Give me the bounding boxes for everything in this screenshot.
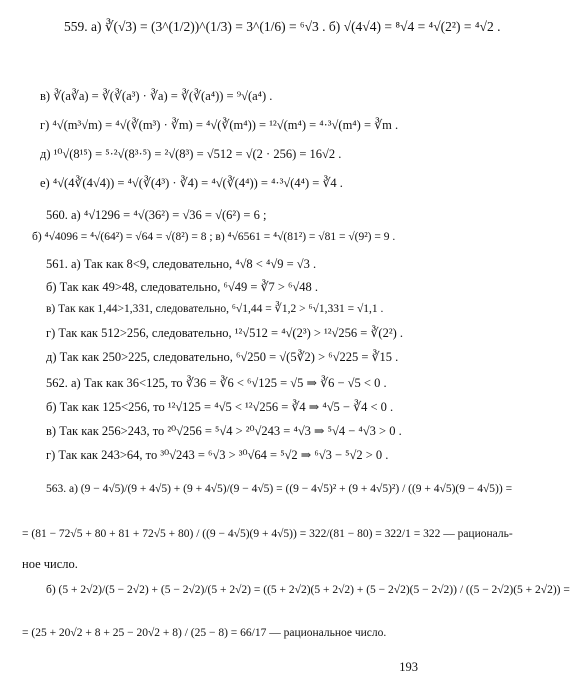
problem-562-line-2: б) Так как 125<256, то ¹²√125 = ⁴√5 < ¹²√256 = ∛4 ⇒ ⁴√5 − ∛4 < 0 . [46, 400, 394, 414]
problem-561-line-2: б) Так как 49>48, следовательно, ⁶√49 = ∛7 > ⁶√48 . [46, 280, 319, 294]
problem-561-line-4: г) Так как 512>256, следовательно, ¹²√512 = ⁴√(2³) > ¹²√256 = ∛(2²) . [46, 326, 403, 340]
problem-563-line-3: ное число. [22, 557, 78, 571]
problem-561-line-5: д) Так как 250>225, следовательно, ⁶√250 = √(5∛2) > ⁶√225 = ∛15 . [46, 350, 399, 364]
problem-562-line-1: 562. а) Так как 36<125, то ∛36 = ∛6 < ⁶√125 = √5 ⇒ ∛6 − √5 < 0 . [46, 376, 387, 390]
problem-559-line-3: г) ⁴√(m³√m) = ⁴√(∛(m³) · ∛m) = ⁴√(∛(m⁴)) = ¹²√(m⁴) = ⁴·³√(m⁴) = ∛m . [40, 118, 399, 132]
problem-559-line-2: в) ∛(a∛a) = ∛(∛(a³) · ∛a) = ∛(∛(a⁴)) = ⁹√(a⁴) . [40, 89, 273, 103]
problem-563-line-5: = (25 + 20√2 + 8 + 25 − 20√2 + 8) / (25 − 8) = 66/17 — рациональное число. [22, 627, 387, 639]
problem-561-line-1: 561. а) Так как 8<9, следовательно, ⁴√8 < ⁴√9 = √3 . [46, 257, 317, 271]
problem-559-line-1: 559. а) ∛(√3) = (3^(1/2))^(1/3) = 3^(1/6) = ⁶√3 . б) √(4√4) = ⁸√4 = ⁴√(2²) = ⁴√2 . [64, 19, 501, 34]
problem-562-line-4: г) Так как 243>64, то ³⁰√243 = ⁶√3 > ³⁰√64 = ⁵√2 ⇒ ⁶√3 − ⁵√2 > 0 . [46, 448, 389, 462]
page-number: 193 [399, 660, 418, 674]
problem-560-line-2: б) ⁴√4096 = ⁴√(64²) = √64 = √(8²) = 8 ; в) ⁴√6561 = ⁴√(81²) = √81 = √(9²) = 9 . [32, 231, 396, 243]
problem-560-line-1: 560. а) ⁴√1296 = ⁴√(36²) = √36 = √(6²) = 6 ; [46, 208, 267, 222]
problem-563-line-1: 563. а) (9 − 4√5)/(9 + 4√5) + (9 + 4√5)/(9 − 4√5) = ((9 − 4√5)² + (9 + 4√5)²) / ((9 + 4√5)(9 − 4√5)) = [46, 483, 513, 495]
problem-563-line-2: = (81 − 72√5 + 80 + 81 + 72√5 + 80) / ((9 − 4√5)(9 + 4√5)) = 322/(81 − 80) = 322/1 = 322 — рациональ- [22, 528, 513, 540]
problem-559-line-4: д) ¹⁰√(8¹⁵) = ⁵·²√(8³·⁵) = ²√(8³) = √512 = √(2 · 256) = 16√2 . [40, 147, 342, 161]
problem-562-line-3: в) Так как 256>243, то ²⁰√256 = ⁵√4 > ²⁰√243 = ⁴√3 ⇒ ⁵√4 − ⁴√3 > 0 . [46, 424, 402, 438]
problem-563-line-4: б) (5 + 2√2)/(5 − 2√2) + (5 − 2√2)/(5 + 2√2) = ((5 + 2√2)(5 + 2√2) + (5 − 2√2)(5 − 2√2)) / ((5 − 2√2)(5 + 2√2)) = [46, 584, 570, 596]
problem-561-line-3: в) Так как 1,44>1,331, следовательно, ⁶√1,44 = ∛1,2 > ⁶√1,331 = √1,1 . [46, 303, 384, 315]
problem-559-line-5: е) ⁴√(4∛(4√4)) = ⁴√(∛(4³) · ∛4) = ⁴√(∛(4⁴)) = ⁴·³√(4⁴) = ∛4 . [40, 176, 343, 190]
